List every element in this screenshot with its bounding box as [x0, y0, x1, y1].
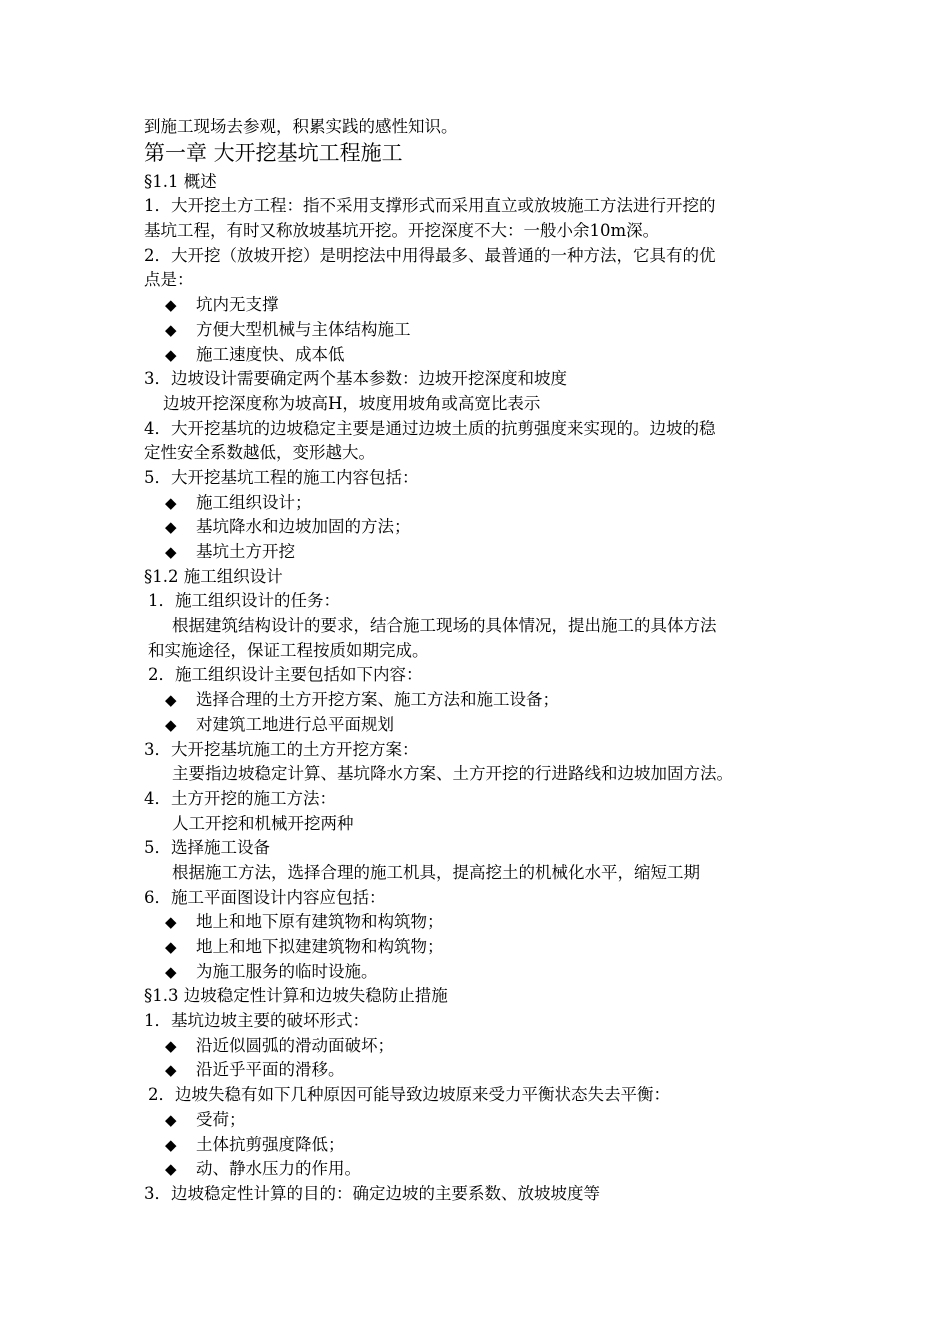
diamond-bullet-icon: ◆ — [165, 518, 177, 537]
bullet-text: 动、静水压力的作用。 — [196, 1159, 361, 1179]
section-1-1-heading: §1.1 概述 — [144, 171, 217, 191]
bullet-text: 沿近乎平面的滑移。 — [196, 1060, 345, 1080]
paragraph-line: 边坡开挖深度称为坡高H，坡度用坡角或高宽比表示 — [163, 393, 541, 413]
paragraph-line: 人工开挖和机械开挖两种 — [172, 813, 354, 833]
bullet-text: 基坑降水和边坡加固的方法； — [196, 517, 411, 537]
bullet-item — [144, 688, 824, 713]
diamond-bullet-icon: ◆ — [165, 1160, 177, 1179]
paragraph-line: 定性安全系数越低，变形越大。 — [144, 443, 375, 463]
diamond-bullet-icon: ◆ — [165, 1061, 177, 1080]
diamond-bullet-icon: ◆ — [165, 715, 177, 734]
paragraph-line: 和实施途径，保证工程按质如期完成。 — [148, 640, 429, 660]
bullet-item — [144, 935, 824, 960]
intro-line: 到施工现场去参观，积累实践的感性知识。 — [144, 117, 458, 136]
bullet-text: 施工组织设计； — [196, 492, 312, 512]
paragraph-line: 3．边坡稳定性计算的目的：确定边坡的主要系数、放坡坡度等 — [144, 1183, 600, 1203]
bullet-text: 方便大型机械与主体结构施工 — [196, 319, 411, 339]
diamond-bullet-icon: ◆ — [165, 962, 177, 981]
paragraph-line: 3．大开挖基坑施工的土方开挖方案： — [144, 739, 419, 759]
paragraph-line: 1．基坑边坡主要的破坏形式： — [144, 1011, 369, 1031]
chapter-title: 第一章 大开挖基坑工程施工 — [144, 140, 403, 165]
diamond-bullet-icon: ◆ — [165, 1135, 177, 1154]
diamond-bullet-icon: ◆ — [165, 296, 177, 315]
bullet-text: 为施工服务的临时设施。 — [196, 961, 378, 981]
paragraph-line: 2．大开挖（放坡开挖）是明挖法中用得最多、最普通的一种方法，它具有的优 — [144, 245, 716, 265]
bullet-text: 地上和地下原有建筑物和构筑物； — [196, 912, 444, 932]
diamond-bullet-icon: ◆ — [165, 913, 177, 932]
paragraph-line: 主要指边坡稳定计算、基坑降水方案、土方开挖的行进路线和边坡加固方法。 — [172, 764, 733, 784]
paragraph-line: 根据建筑结构设计的要求，结合施工现场的具体情况，提出施工的具体方法 — [172, 616, 717, 636]
bullet-item — [144, 293, 824, 318]
bullet-text: 受荷； — [196, 1109, 246, 1129]
diamond-bullet-icon: ◆ — [165, 345, 177, 364]
bullet-text: 施工速度快、成本低 — [196, 344, 345, 364]
diamond-bullet-icon: ◆ — [165, 493, 177, 512]
bullet-text: 选择合理的土方开挖方案、施工方法和施工设备； — [196, 690, 559, 710]
bullet-item — [144, 540, 824, 565]
bullet-item — [144, 960, 824, 985]
bullet-item — [144, 343, 824, 368]
bullet-item — [144, 1157, 824, 1182]
bullet-text: 对建筑工地进行总平面规划 — [196, 714, 394, 734]
bullet-item — [144, 1058, 824, 1083]
section-1-3-heading: §1.3 边坡稳定性计算和边坡失稳防止措施 — [144, 986, 448, 1006]
bullet-item — [144, 491, 824, 516]
paragraph-line: 基坑工程，有时又称放坡基坑开挖。开挖深度不大：一般小余10m深。 — [144, 221, 660, 241]
diamond-bullet-icon: ◆ — [165, 1110, 177, 1129]
paragraph-line: 根据施工方法，选择合理的施工机具，提高挖土的机械化水平，缩短工期 — [172, 862, 700, 882]
bullet-item — [144, 910, 824, 935]
bullet-text: 坑内无支撑 — [196, 295, 279, 315]
bullet-text: 沿近似圆弧的滑动面破坏； — [196, 1035, 394, 1055]
document-page — [144, 115, 824, 1207]
bullet-item — [144, 318, 824, 343]
bullet-text: 地上和地下拟建建筑物和构筑物； — [196, 937, 444, 956]
paragraph-line: 1．施工组织设计的任务： — [148, 591, 340, 611]
paragraph-line: 4．土方开挖的施工方法： — [144, 788, 336, 808]
paragraph-line: 6．施工平面图设计内容应包括： — [144, 887, 386, 907]
paragraph-line: 2．边坡失稳有如下几种原因可能导致边坡原来受力平衡状态失去平衡： — [148, 1085, 670, 1105]
paragraph-line: 3．边坡设计需要确定两个基本参数：边坡开挖深度和坡度 — [144, 369, 567, 389]
bullet-item — [144, 1133, 824, 1158]
diamond-bullet-icon: ◆ — [165, 320, 177, 339]
bullet-item — [144, 713, 824, 738]
paragraph-line: 5．大开挖基坑工程的施工内容包括： — [144, 467, 419, 487]
bullet-text: 基坑土方开挖 — [196, 542, 295, 561]
diamond-bullet-icon: ◆ — [165, 938, 177, 956]
diamond-bullet-icon: ◆ — [165, 691, 177, 710]
paragraph-line: 1．大开挖土方工程：指不采用支撑形式而采用直立或放坡施工方法进行开挖的 — [144, 196, 716, 216]
paragraph-line: 4．大开挖基坑的边坡稳定主要是通过边坡土质的抗剪强度来实现的。边坡的稳 — [144, 418, 716, 438]
bullet-item — [144, 1108, 824, 1133]
diamond-bullet-icon: ◆ — [165, 543, 177, 561]
bullet-text: 土体抗剪强度降低； — [196, 1134, 345, 1154]
section-1-2-heading: §1.2 施工组织设计 — [144, 566, 283, 586]
paragraph-line: 点是： — [144, 270, 194, 290]
bullet-item — [144, 1034, 824, 1059]
diamond-bullet-icon: ◆ — [165, 1036, 177, 1055]
paragraph-line: 5．选择施工设备 — [144, 838, 270, 858]
paragraph-line: 2．施工组织设计主要包括如下内容： — [148, 665, 423, 685]
bullet-item — [144, 515, 824, 540]
